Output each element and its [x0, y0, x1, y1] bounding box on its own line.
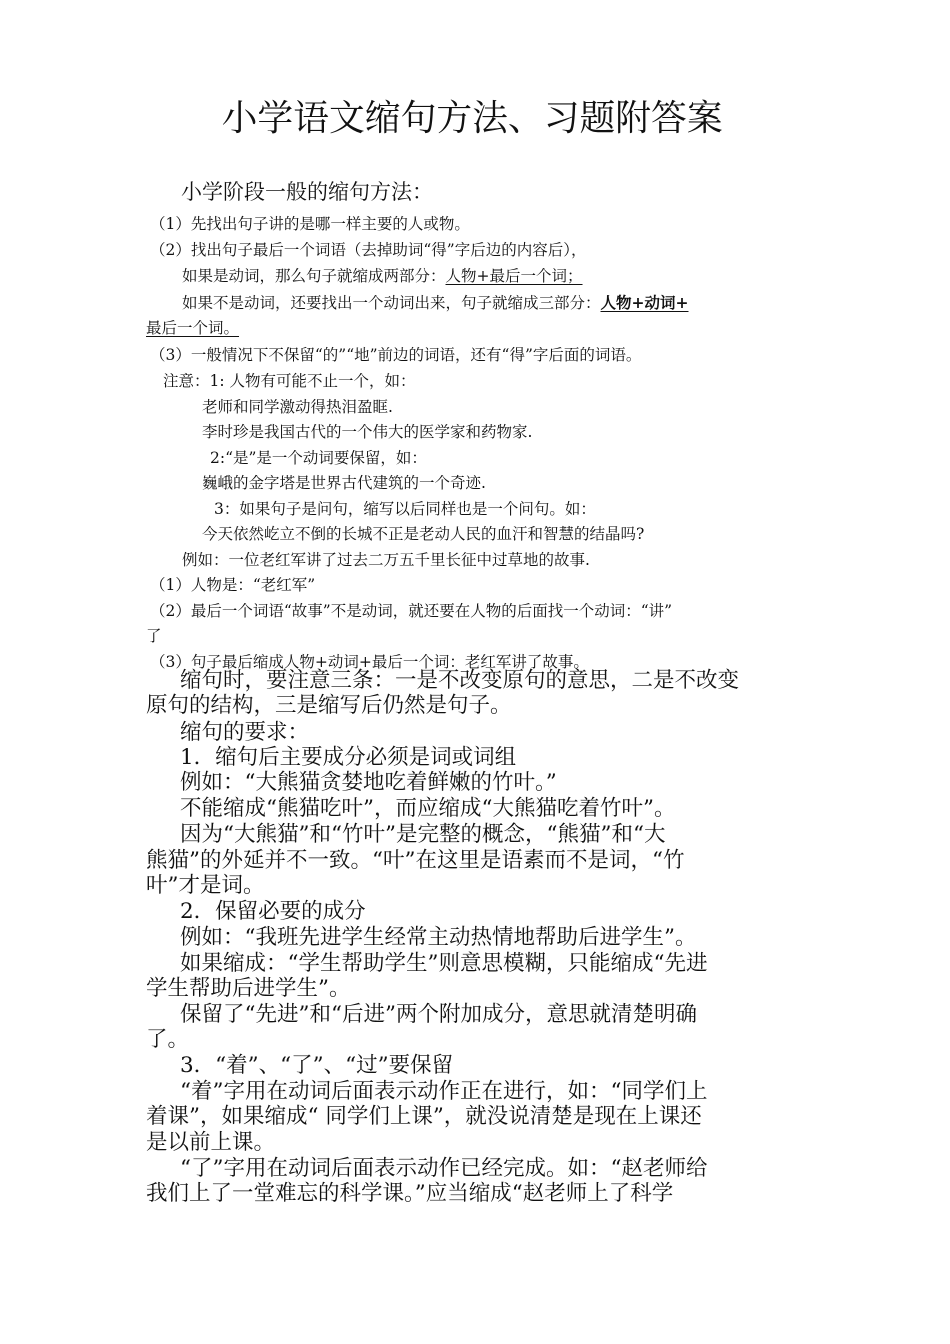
text-line: “了”字用在动词后面表示动作已经完成。如：“赵老师给: [180, 1156, 708, 1181]
text-line: 缩句时，要注意三条：一是不改变原句的意思，二是不改变: [180, 668, 740, 693]
text-line: （1）人物是：“老红军”: [150, 576, 316, 594]
underlined-formula: 人物+最后一个词；: [445, 267, 583, 285]
text-line: 2．保留必要的成分: [180, 899, 366, 924]
section-heading: 小学阶段一般的缩句方法：: [181, 180, 433, 204]
text-line: 是以前上课。: [146, 1130, 276, 1155]
text-line: 巍峨的金字塔是世界古代建筑的一个奇迹.: [202, 474, 486, 492]
text-line: 我们上了一堂难忘的科学课。”应当缩成“赵老师上了科学: [146, 1181, 674, 1206]
text-line: 老师和同学激动得热泪盈眶.: [202, 398, 393, 416]
text-line: 如果缩成：“学生帮助学生”则意思模糊，只能缩成“先进: [180, 951, 708, 976]
text-line: （2）找出句子最后一个词语（去掉助词“得”字后边的内容后），: [150, 241, 587, 259]
text-line: （3）一般情况下不保留“的”“地”前边的词语，还有“得”字后面的词语。: [150, 346, 642, 364]
text-line: 例如：“大熊猫贪婪地吃着鲜嫩的竹叶。”: [180, 770, 557, 795]
text-line: 因为“大熊猫”和“竹叶”是完整的概念，“熊猫”和“大: [180, 822, 666, 847]
text-line: 了。: [146, 1027, 190, 1052]
text-line: 如果不是动词，还要找出一个动词出来，句子就缩成三部分：人物+动词+: [182, 293, 689, 312]
text-line: 例如：“我班先进学生经常主动热情地帮助后进学生”。: [180, 925, 697, 950]
underlined-formula: 人物+动词+: [600, 293, 689, 312]
text-line: 今天依然屹立不倒的长城不正是老动人民的血汗和智慧的结晶吗?: [202, 525, 645, 543]
text-line: 1．缩句后主要成分必须是词或词组: [180, 745, 517, 770]
text-line: 最后一个词。: [146, 319, 240, 337]
text-line: 保留了“先进”和“后进”两个附加成分，意思就清楚明确: [180, 1002, 697, 1027]
text-line: 叶”才是词。: [146, 873, 265, 898]
text-line: 如果是动词，那么句子就缩成两部分：人物+最后一个词；: [182, 267, 583, 285]
text-line: 2:“是”是一个动词要保留，如：: [210, 449, 427, 467]
text-line: 了: [146, 627, 162, 645]
page-title: 小学语文缩句方法、习题附答案: [221, 98, 723, 139]
text-line: 例如：一位老红军讲了过去二万五千里长征中过草地的故事.: [182, 551, 590, 569]
text-line: 不能缩成“熊猫吃叶”，而应缩成“大熊猫吃着竹叶”。: [180, 796, 676, 821]
text-line: （1）先找出句子讲的是哪一样主要的人或物。: [150, 215, 470, 233]
text-line: 着课”，如果缩成“ 同学们上课”，就没说清楚是现在上课还: [146, 1104, 702, 1129]
text-line: 缩句的要求：: [180, 720, 310, 745]
text-line: 熊猫”的外延并不一致。“叶”在这里是语素而不是词，“竹: [146, 848, 685, 873]
text-line: 李时珍是我国古代的一个伟大的医学家和药物家.: [202, 423, 533, 441]
text-line: （3）句子最后缩成人物+动词+最后一个词：老红军讲了故事。: [150, 653, 589, 671]
text-line: 3：如果句子是问句，缩写以后同样也是一个问句。如：: [214, 500, 596, 518]
text-line: 3．“着”、“了”、“过”要保留: [180, 1053, 454, 1078]
text-line: （2）最后一个词语“故事”不是动词，就还要在人物的后面找一个动词：“讲”: [150, 602, 673, 620]
text-line: 注意：1: 人物有可能不止一个，如：: [163, 372, 416, 390]
text-line: 学生帮助后进学生”。: [146, 976, 351, 1001]
text-line: “着”字用在动词后面表示动作正在进行，如：“同学们上: [180, 1079, 708, 1104]
text-line: 原句的结构，三是缩写后仍然是句子。: [146, 693, 512, 718]
